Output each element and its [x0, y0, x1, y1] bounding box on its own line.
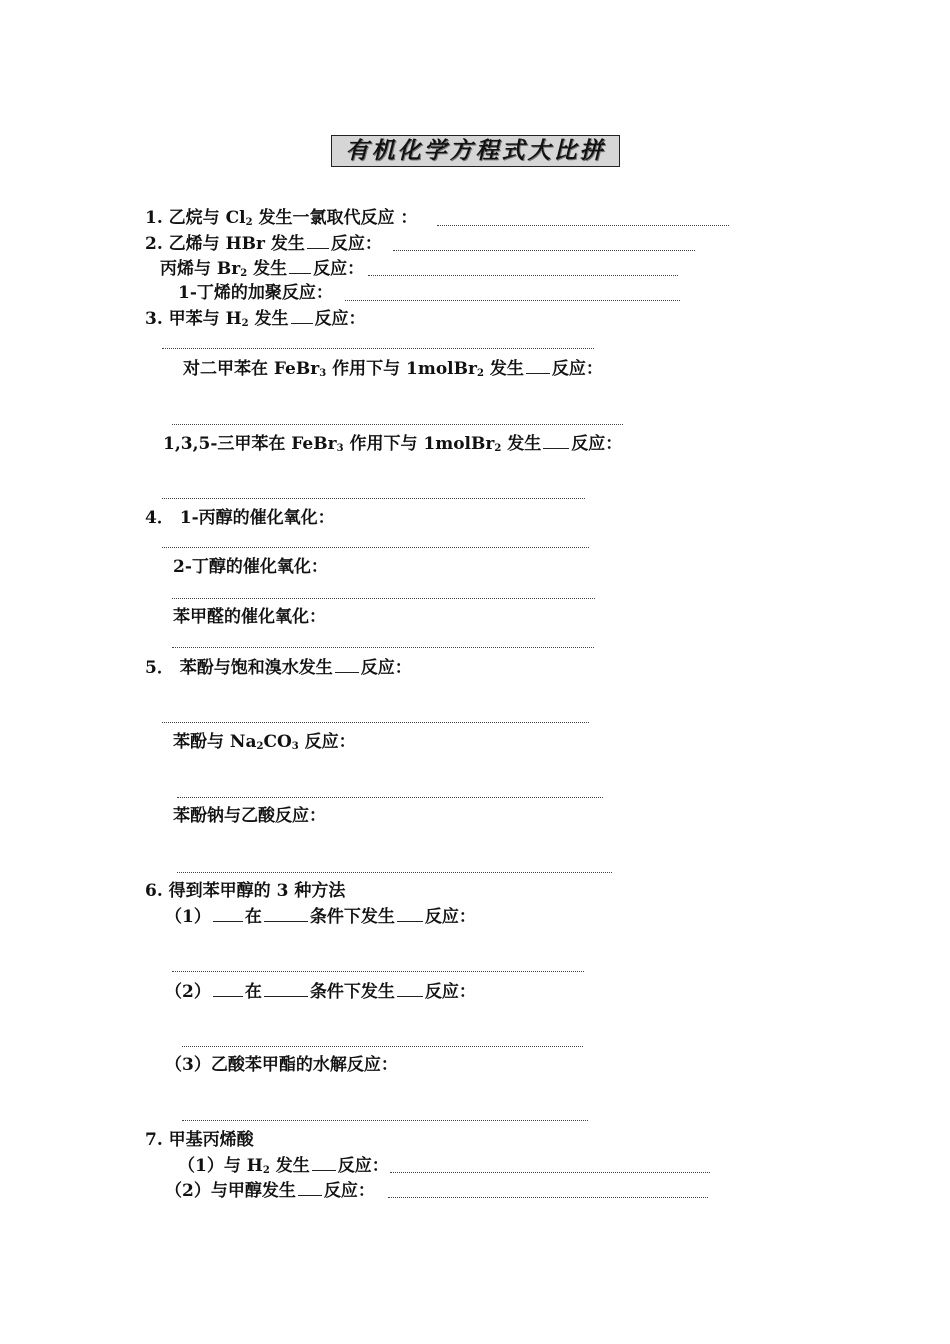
fill-blank[interactable]	[335, 656, 359, 673]
q7-esterification: （2）与甲醇发生 反应：	[165, 1181, 375, 1201]
fill-blank[interactable]	[298, 1179, 322, 1196]
q6-method-1: （1） 在 条件下发生 反应：	[165, 907, 476, 927]
fill-blank[interactable]	[543, 432, 569, 449]
fill-blank[interactable]	[312, 1154, 336, 1171]
answer-line[interactable]	[345, 300, 680, 301]
fill-blank[interactable]	[213, 905, 243, 922]
q2-ethylene-hbr: 2. 乙烯与 HBr 发生 反应：	[145, 234, 382, 254]
answer-line[interactable]	[182, 1120, 588, 1121]
answer-line[interactable]	[172, 598, 595, 599]
answer-line[interactable]	[162, 722, 589, 723]
fill-blank[interactable]	[264, 980, 308, 997]
fill-blank[interactable]	[289, 257, 311, 274]
answer-line[interactable]	[388, 1197, 708, 1198]
fill-blank[interactable]	[526, 357, 550, 374]
fill-blank[interactable]	[397, 905, 423, 922]
q3-toluene-h2: 3. 甲苯与 $H_2$ 发生 反应：	[145, 309, 366, 329]
page-title: 有机化学方程式大比拼	[331, 135, 620, 167]
q3-mesitylene-bromination: 1,3,5-三甲苯在 FeBr$_3$ 作用下与 1molBr$_2$ 发生 反应：	[163, 434, 623, 454]
fill-blank[interactable]	[307, 232, 329, 249]
answer-line[interactable]	[393, 250, 695, 251]
q6-method-2: （2） 在 条件下发生 反应：	[165, 982, 476, 1002]
answer-line[interactable]	[437, 225, 729, 226]
fill-blank[interactable]	[397, 980, 423, 997]
answer-line[interactable]	[162, 547, 589, 548]
q5-phenol-sodium-carbonate: 苯酚与 $Na_2CO_3$ 反应：	[173, 732, 356, 752]
answer-line[interactable]	[177, 797, 603, 798]
answer-line[interactable]	[162, 498, 585, 499]
q4-benzaldehyde-oxidation: 苯甲醛的催化氧化：	[173, 607, 326, 627]
q5-phenol-bromine-water: 5． 苯酚与饱和溴水发生 反应：	[145, 658, 412, 678]
q7-methacrylic-acid: 7. 甲基丙烯酸	[145, 1130, 254, 1150]
q4-butanol-oxidation: 2-丁醇的催化氧化：	[173, 557, 328, 577]
q7-hydrogenation: （1）与 $H_2$ 发生 反应：	[178, 1156, 389, 1176]
q6-method-3: （3）乙酸苯甲酯的水解反应：	[165, 1055, 398, 1075]
answer-line[interactable]	[390, 1172, 710, 1173]
fill-blank[interactable]	[264, 905, 308, 922]
q2-butene-polymerization: 1-丁烯的加聚反应：	[178, 283, 333, 303]
q1-ethane-chlorination: 1. 乙烷与 $Cl_2$ 发生一氯取代反应 ：	[145, 208, 418, 228]
answer-line[interactable]	[172, 424, 623, 425]
q5-sodium-phenoxide-acetic-acid: 苯酚钠与乙酸反应：	[173, 806, 326, 826]
answer-line[interactable]	[177, 872, 612, 873]
answer-line[interactable]	[172, 647, 594, 648]
fill-blank[interactable]	[291, 307, 313, 324]
fill-blank[interactable]	[213, 980, 243, 997]
q3-p-xylene-bromination: 对二甲苯在 FeBr$_3$ 作用下与 1molBr$_2$ 发生 反应：	[183, 359, 603, 379]
answer-line[interactable]	[182, 1046, 583, 1047]
answer-line[interactable]	[368, 275, 678, 276]
q2-propene-br2: 丙烯与 $Br_2$ 发生 反应：	[160, 259, 365, 279]
q6-benzyl-alcohol-methods: 6. 得到苯甲醇的 3 种方法	[145, 881, 346, 901]
answer-line[interactable]	[162, 348, 594, 349]
answer-line[interactable]	[172, 971, 584, 972]
q4-propanol-oxidation: 4． 1-丙醇的催化氧化：	[145, 508, 335, 528]
